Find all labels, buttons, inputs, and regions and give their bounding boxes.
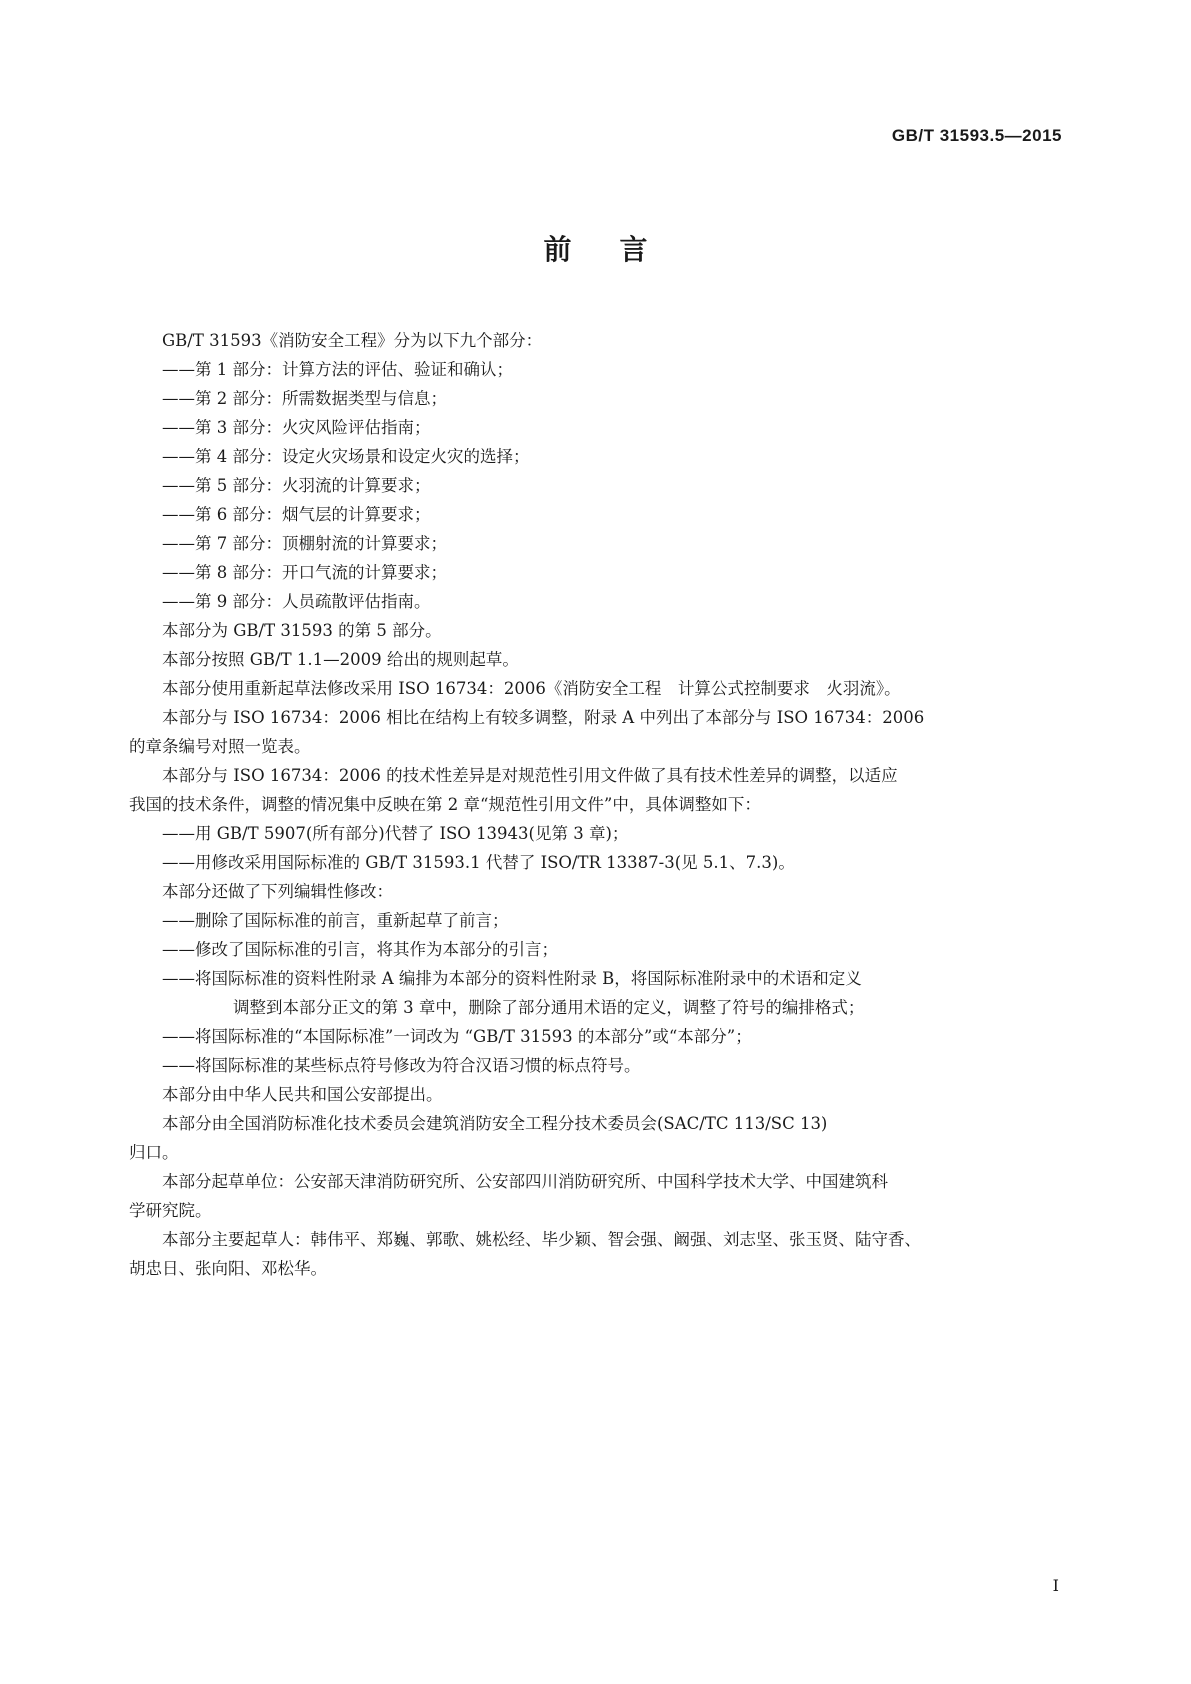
paragraph: 本部分由全国消防标准化技术委员会建筑消防安全工程分技术委员会(SAC/TC 113/SC 13): [162, 1114, 828, 1133]
list-item: ——将国际标准的“本国际标准”一词改为 “GB/T 31593 的本部分”或“本部分”；: [162, 1027, 752, 1046]
paragraph-continuation: 归口。: [129, 1143, 179, 1162]
list-item: ——第 7 部分：顶棚射流的计算要求；: [162, 534, 447, 553]
list-item: ——将国际标准的某些标点符号修改为符合汉语习惯的标点符号。: [162, 1056, 641, 1075]
paragraph: GB/T 31593《消防安全工程》分为以下九个部分：: [162, 331, 543, 350]
paragraph-continuation: 的章条编号对照一览表。: [129, 737, 311, 756]
paragraph: 本部分主要起草人：韩伟平、郑巍、郭歌、姚松经、毕少颖、智会强、阚强、刘志坚、张玉贤、陆守香、: [162, 1230, 921, 1249]
page-number: I: [1052, 1576, 1059, 1595]
list-item: ——第 2 部分：所需数据类型与信息；: [162, 389, 447, 408]
list-item: ——第 3 部分：火灾风险评估指南；: [162, 418, 431, 437]
list-item: ——修改了国际标准的引言，将其作为本部分的引言；: [162, 940, 558, 959]
list-item: ——第 8 部分：开口气流的计算要求；: [162, 563, 447, 582]
paragraph-continuation: 胡忠日、张向阳、邓松华。: [129, 1259, 327, 1278]
list-item: ——第 1 部分：计算方法的评估、验证和确认；: [162, 360, 513, 379]
list-item: ——用 GB/T 5907(所有部分)代替了 ISO 13943(见第 3 章)；: [162, 824, 629, 843]
paragraph-continuation: 学研究院。: [129, 1201, 212, 1220]
page-title: 前言: [543, 233, 696, 266]
paragraph-continuation: 我国的技术条件，调整的情况集中反映在第 2 章“规范性引用文件”中，具体调整如下：: [129, 795, 761, 814]
paragraph: 本部分起草单位：公安部天津消防研究所、公安部四川消防研究所、中国科学技术大学、中国建筑科: [162, 1172, 888, 1191]
paragraph: 本部分与 ISO 16734：2006 的技术性差异是对规范性引用文件做了具有技术性差异的调整，以适应: [162, 766, 898, 785]
paragraph: 本部分与 ISO 16734：2006 相比在结构上有较多调整，附录 A 中列出了本部分与 ISO 16734：2006: [162, 708, 925, 727]
document-body: [129, 326, 1063, 1283]
list-item: ——第 5 部分：火羽流的计算要求；: [162, 476, 431, 495]
list-item: ——用修改采用国际标准的 GB/T 31593.1 代替了 ISO/TR 13387-3(见 5.1、7.3)。: [162, 853, 795, 872]
list-item-continuation: 调整到本部分正文的第 3 章中，删除了部分通用术语的定义，调整了符号的编排格式；: [232, 998, 865, 1017]
paragraph: 本部分使用重新起草法修改采用 ISO 16734：2006《消防安全工程 计算公式控制要求 火羽流》。: [162, 679, 901, 698]
paragraph: 本部分由中华人民共和国公安部提出。: [162, 1085, 443, 1104]
list-item: ——第 6 部分：烟气层的计算要求；: [162, 505, 431, 524]
list-item: ——将国际标准的资料性附录 A 编排为本部分的资料性附录 B，将国际标准附录中的术语和定义: [162, 969, 862, 988]
paragraph: 本部分还做了下列编辑性修改：: [162, 882, 393, 901]
paragraph: 本部分为 GB/T 31593 的第 5 部分。: [162, 621, 442, 640]
standard-number: GB/T 31593.5—2015: [891, 126, 1062, 145]
list-item: ——删除了国际标准的前言，重新起草了前言；: [162, 911, 509, 930]
paragraph: 本部分按照 GB/T 1.1—2009 给出的规则起草。: [162, 650, 519, 669]
list-item: ——第 9 部分：人员疏散评估指南。: [162, 592, 431, 611]
list-item: ——第 4 部分：设定火灾场景和设定火灾的选择；: [162, 447, 530, 466]
